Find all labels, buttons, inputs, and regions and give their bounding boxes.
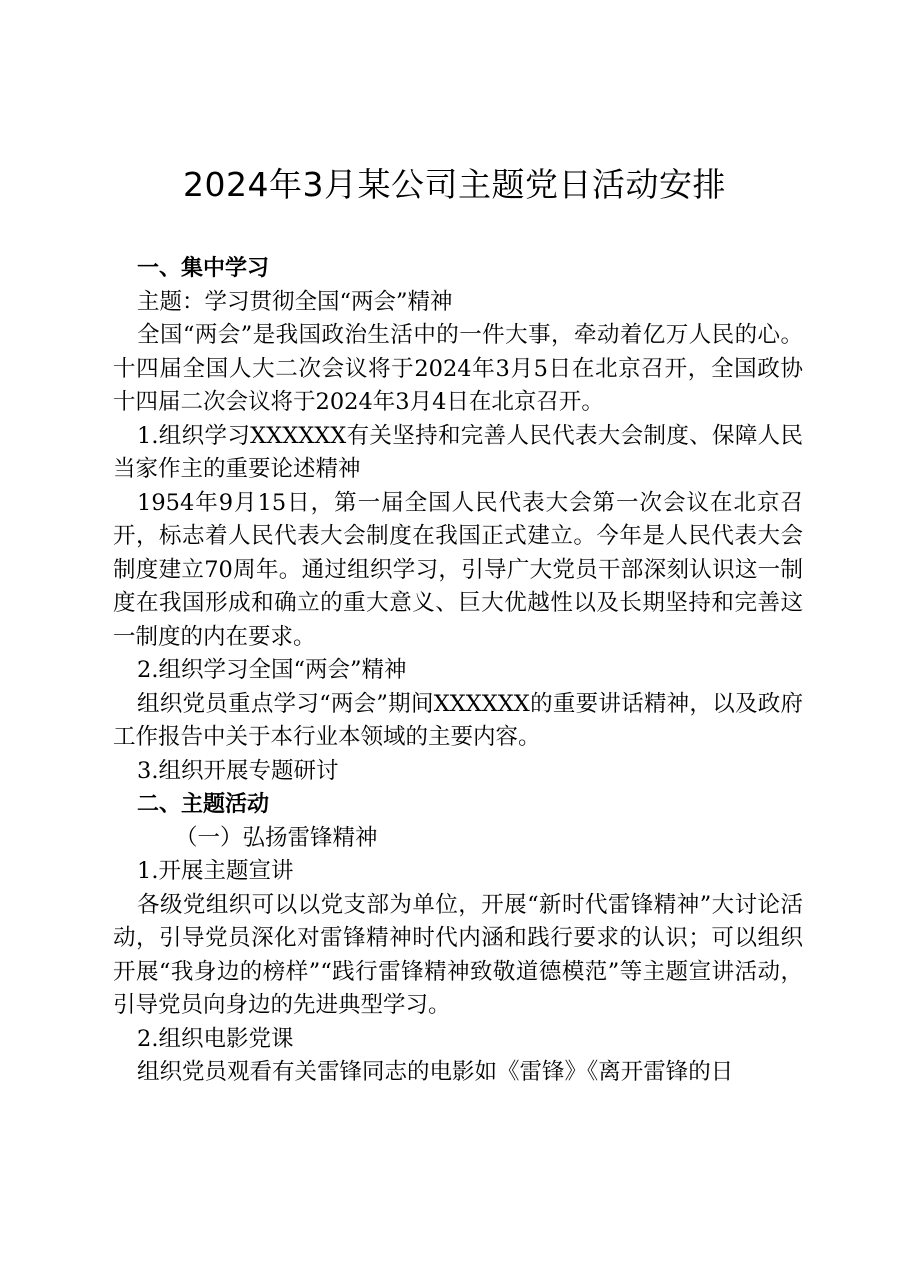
body-paragraph: 1954年9月15日，第一届全国人民代表大会第一次会议在北京召开，标志着人民代表大会制度在我国正式建立。今年是人民代表大会制度建立70周年。通过组织学习，引导广大党员干部深刻认识这一制度在我国形成和确立的重大意义、巨大优越性以及长期坚持和完善这一制度的内在要求。 <box>113 489 803 650</box>
item-heading-2: 2.组织学习全国“两会”精神 <box>137 657 407 683</box>
body-paragraph: 各级党组织可以以党支部为单位，开展“新时代雷锋精神”大讨论活动，引导党员深化对雷锋精神时代内涵和践行要求的认识；可以组织开展“我身边的榜样”“践行雷锋精神致敬道德模范”等主题宣讲活动，引导党员向身边的先进典型学习。 <box>113 891 803 1018</box>
body-paragraph: 组织党员观看有关雷锋同志的电影如《雷锋》《离开雷锋的日 <box>137 1059 734 1085</box>
item-heading-5: 2.组织电影党课 <box>137 1025 294 1052</box>
item-heading-4: 1.开展主题宣讲 <box>137 858 294 884</box>
item-heading-1: 1.组织学习XXXXXX有关坚持和完善人民代表大会制度、保障人民当家作主的重要论述精神 <box>113 422 803 482</box>
document-body <box>113 252 803 1090</box>
subsection-heading: （一）弘扬雷锋精神 <box>175 824 378 851</box>
section-heading-2: 二、主题活动 <box>137 792 270 817</box>
document-title: 2024年3月某公司主题党日活动安排 <box>183 165 726 204</box>
body-paragraph: 组织党员重点学习“两会”期间XXXXXX的重要讲话精神，以及政府工作报告中关于本行业本领域的主要内容。 <box>113 690 803 750</box>
theme-line: 主题：学习贯彻全国“两会”精神 <box>137 288 453 315</box>
section-heading-1: 一、集中学习 <box>137 256 270 281</box>
item-heading-3: 3.组织开展专题研讨 <box>137 757 339 784</box>
body-paragraph: 全国“两会”是我国政治生活中的一件大事，牵动着亿万人民的心。十四届全国人大二次会议将于2024年3月5日在北京召开，全国政协十四届二次会议将于2024年3月4日在北京召开。 <box>113 322 803 415</box>
